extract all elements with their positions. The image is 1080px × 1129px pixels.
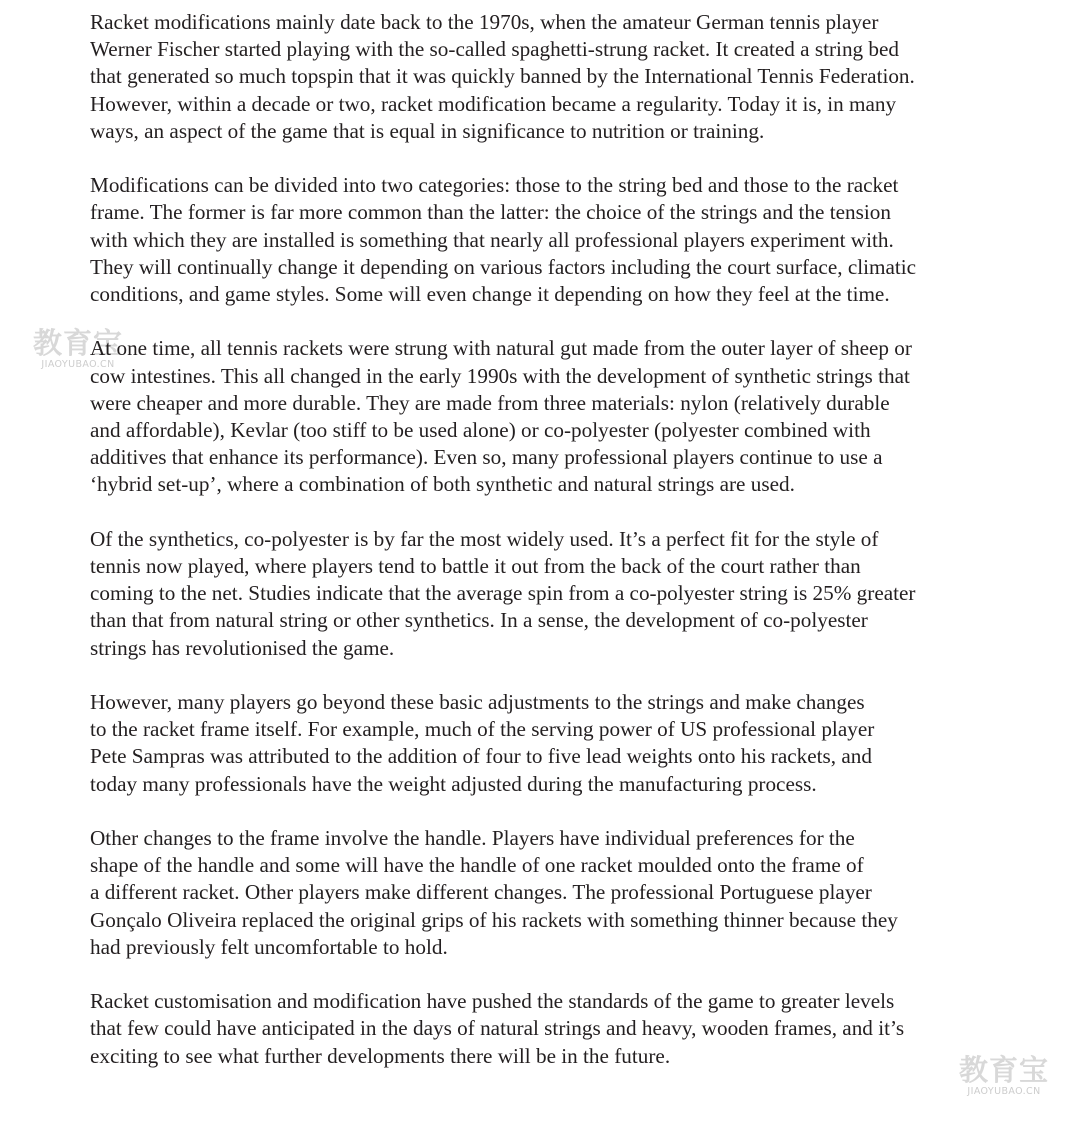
text-line: frame. The former is far more common than the latter: the choice of the strings and the tension	[90, 200, 891, 225]
text-line: Gonçalo Oliveira replaced the original grips of his rackets with something thinner because they	[90, 907, 898, 932]
watermark-logo	[944, 1054, 1064, 1097]
text-line: additives that enhance its performance). Even so, many professional players continue to use a	[90, 445, 883, 470]
text-line: At one time, all tennis rackets were strung with natural gut made from the outer layer of sheep or	[90, 336, 912, 361]
text-line: Other changes to the frame involve the handle. Players have individual preferences for the	[90, 826, 855, 851]
text-line: Racket customisation and modification have pushed the standards of the game to greater levels	[90, 989, 895, 1014]
watermark-url: JIAOYUBAO.CN	[41, 359, 115, 370]
text-line: They will continually change it depending on various factors including the court surface, climatic	[90, 254, 917, 279]
text-line: Modifications can be divided into two categories: those to the string bed and those to the racket	[90, 173, 899, 198]
text-line: had previously felt uncomfortable to hold.	[90, 934, 448, 959]
text-line: exciting to see what further developments there will be in the future.	[90, 1043, 671, 1068]
paragraph-3	[90, 335, 990, 498]
text-line: today many professionals have the weight adjusted during the manufacturing process.	[90, 771, 817, 796]
paragraph-6	[90, 825, 990, 961]
article-body	[90, 9, 990, 1097]
text-line: shape of the handle and some will have the handle of one racket moulded onto the frame of	[90, 853, 864, 878]
text-line: ‘hybrid set-up’, where a combination of both synthetic and natural strings are used.	[90, 472, 795, 497]
text-line: to the racket frame itself. For example, much of the serving power of US professional player	[90, 717, 875, 742]
paragraph-5	[90, 689, 990, 798]
paragraph-2	[90, 172, 990, 308]
text-line: strings has revolutionised the game.	[90, 635, 395, 660]
paragraph-4	[90, 526, 990, 662]
text-line: tennis now played, where players tend to battle it out from the back of the court rather than	[90, 554, 861, 579]
paragraph-7	[90, 988, 990, 1070]
text-line: that generated so much topspin that it was quickly banned by the International Tennis Federation.	[90, 64, 915, 89]
text-line: conditions, and game styles. Some will even change it depending on how they feel at the time.	[90, 282, 890, 307]
text-line: were cheaper and more durable. They are made from three materials: nylon (relatively durable	[90, 390, 890, 415]
watermark-url: JIAOYUBAO.CN	[967, 1086, 1041, 1097]
text-line: Of the synthetics, co-polyester is by far the most widely used. It’s a perfect fit for the style of	[90, 526, 879, 551]
text-line: Racket modifications mainly date back to the 1970s, when the amateur German tennis player	[90, 10, 879, 34]
text-line: However, many players go beyond these basic adjustments to the strings and make changes	[90, 690, 865, 715]
text-line: that few could have anticipated in the days of natural strings and heavy, wooden frames, and it’s	[90, 1016, 905, 1041]
text-line: and affordable), Kevlar (too stiff to be used alone) or co-polyester (polyester combined with	[90, 418, 871, 443]
text-line: cow intestines. This all changed in the early 1990s with the development of synthetic strings that	[90, 363, 910, 388]
text-line: with which they are installed is something that nearly all professional players experiment with.	[90, 227, 894, 252]
text-line: coming to the net. Studies indicate that the average spin from a co-polyester string is 25% greater	[90, 581, 916, 606]
text-line: Werner Fischer started playing with the so-called spaghetti-strung racket. It created a string bed	[90, 37, 900, 62]
paragraph-1	[90, 9, 990, 145]
watermark-logo-text: 教育宝	[32, 326, 123, 360]
text-line: ways, an aspect of the game that is equal in significance to nutrition or training.	[90, 118, 765, 143]
text-line: Pete Sampras was attributed to the addition of four to five lead weights onto his rackets, and	[90, 744, 872, 769]
watermark-logo-text: 教育宝	[958, 1053, 1049, 1087]
text-line: a different racket. Other players make different changes. The professional Portuguese player	[90, 880, 872, 905]
text-line: than that from natural string or other synthetics. In a sense, the development of co-polyester	[90, 608, 868, 633]
text-line: However, within a decade or two, racket modification became a regularity. Today it is, in many	[90, 91, 897, 116]
